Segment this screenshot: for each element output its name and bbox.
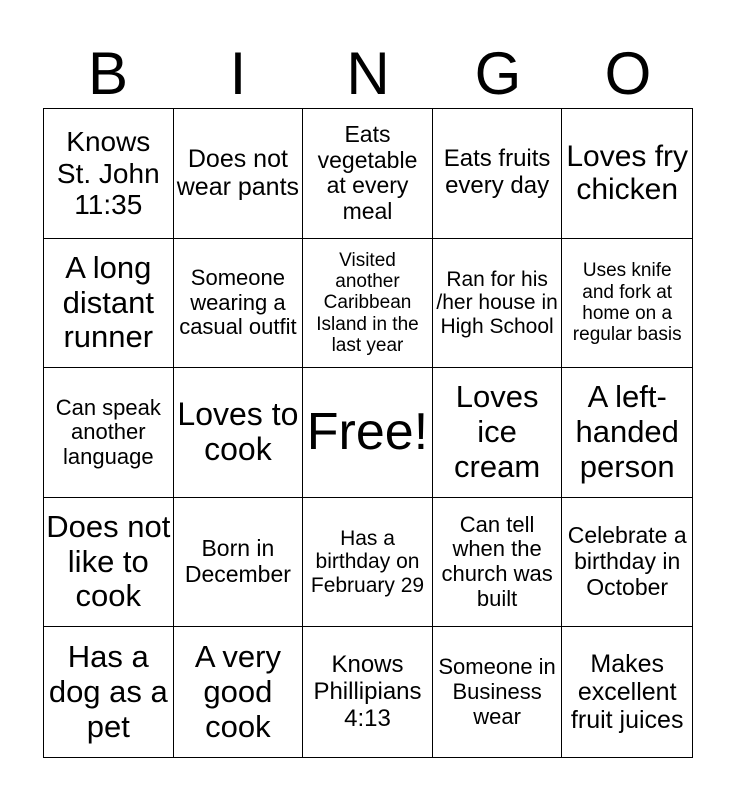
bingo-cell-o1[interactable]: Loves fry chicken: [562, 109, 692, 239]
bingo-cell-b3[interactable]: Can speak another language: [44, 368, 174, 498]
bingo-cell-i4[interactable]: Born in December: [174, 498, 304, 628]
bingo-header: [43, 40, 693, 108]
bingo-cell-o3[interactable]: A left-handed person: [562, 368, 692, 498]
bingo-cell-b5[interactable]: Has a dog as a pet: [44, 627, 174, 757]
bingo-cell-b4[interactable]: Does not like to cook: [44, 498, 174, 628]
bingo-cell-o2[interactable]: Uses knife and fork at home on a regular basis: [562, 239, 692, 369]
bingo-cell-g1[interactable]: Eats fruits every day: [433, 109, 563, 239]
bingo-cell-i2[interactable]: Someone wearing a casual outfit: [174, 239, 304, 369]
bingo-cell-n4[interactable]: Has a birthday on February 29: [303, 498, 433, 628]
bingo-cell-n2[interactable]: Visited another Caribbean Island in the last year: [303, 239, 433, 369]
header-letter-i: I: [229, 40, 247, 107]
bingo-cell-b2[interactable]: A long distant runner: [44, 239, 174, 369]
bingo-cell-b1[interactable]: Knows St. John 11:35: [44, 109, 174, 239]
header-letter-g: G: [474, 40, 522, 107]
bingo-board: [43, 108, 693, 758]
bingo-cell-i5[interactable]: A very good cook: [174, 627, 304, 757]
bingo-cell-n5[interactable]: Knows Phillipians 4:13: [303, 627, 433, 757]
bingo-cell-o4[interactable]: Celebrate a birthday in October: [562, 498, 692, 628]
bingo-cell-g4[interactable]: Can tell when the church was built: [433, 498, 563, 628]
bingo-cell-g5[interactable]: Someone in Business wear: [433, 627, 563, 757]
bingo-cell-i3[interactable]: Loves to cook: [174, 368, 304, 498]
bingo-cell-n1[interactable]: Eats vegetable at every meal: [303, 109, 433, 239]
bingo-cell-g2[interactable]: Ran for his /her house in High School: [433, 239, 563, 369]
bingo-cell-g3[interactable]: Loves ice cream: [433, 368, 563, 498]
header-letter-o: O: [604, 40, 652, 107]
bingo-cell-o5[interactable]: Makes excellent fruit juices: [570, 650, 684, 735]
header-letter-n: N: [346, 40, 390, 107]
bingo-cell-free[interactable]: Free!: [303, 368, 433, 498]
header-letter-b: B: [87, 40, 129, 107]
bingo-cell-i1[interactable]: Does not wear pants: [174, 109, 304, 239]
